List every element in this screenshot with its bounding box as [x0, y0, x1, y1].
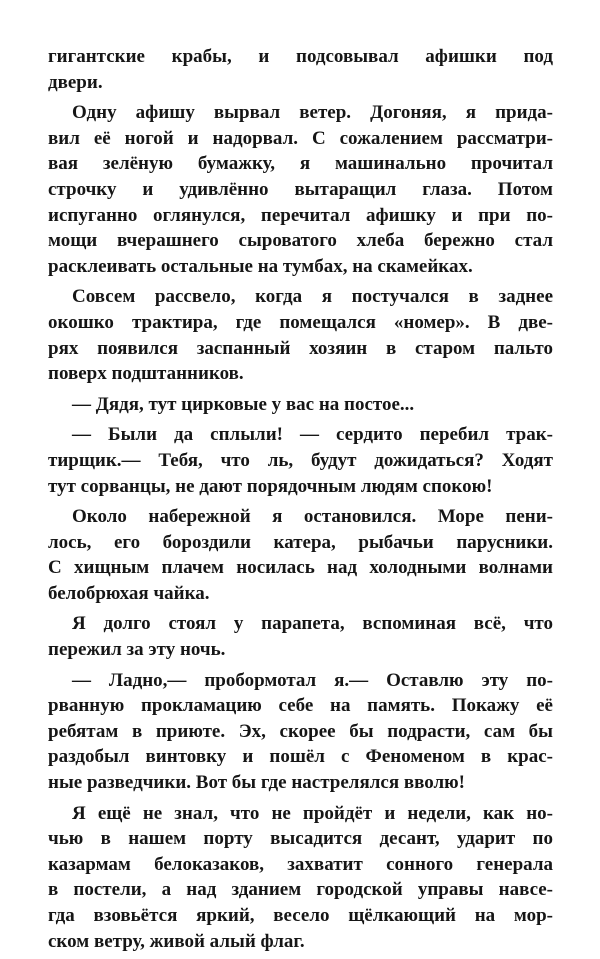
text-line: — Дядя, тут цирковые у вас на постое...: [72, 393, 415, 415]
paragraph: [48, 44, 553, 95]
text-line: Я ещё не знал, что не пройдёт и недели, как но-: [72, 802, 553, 824]
paragraph: [48, 801, 553, 955]
text-line: гда взовьётся яркий, весело щёлкающий на мор-: [48, 905, 553, 926]
text-line: мощи вчерашнего сыроватого хлеба бережно стал: [48, 230, 553, 252]
paragraph: [48, 504, 553, 606]
page-text: [48, 44, 553, 959]
text-line: двери.: [48, 71, 103, 93]
text-line: казармам белоказаков, захватит сонного генерала: [48, 853, 553, 875]
text-line: — Ладно,— пробормотал я.— Оставлю эту по-: [72, 669, 553, 691]
text-line: строчку и удивлённо вытаращил глаза. Потом: [48, 178, 553, 200]
text-line: расклеивать остальные на тумбах, на скамейках.: [48, 255, 473, 277]
text-line: испуганно оглянулся, перечитал афишку и при по-: [48, 204, 553, 226]
text-line: — Были да сплыли! — сердито перебил трак-: [72, 424, 553, 446]
text-line: С хищным плачем носилась над холодными волнами: [48, 557, 553, 579]
text-line: вил её ногой и надорвал. С сожалением рассматри-: [48, 127, 553, 149]
text-line: тут сорванцы, не дают порядочным людям спокою!: [48, 475, 493, 497]
text-line: поверх подштанников.: [48, 363, 244, 385]
text-line: ребятам в приюте. Эх, скорее бы подрасти, сам бы: [48, 720, 553, 742]
text-line: чью в нашем порту высадится десант, ударит по: [48, 828, 553, 850]
text-line: Совсем рассвело, когда я постучался в заднее: [72, 286, 553, 308]
text-line: в постели, а над зданием городской управы навсе-: [48, 879, 553, 901]
text-line: Я долго стоял у парапета, вспоминая всё, что: [72, 613, 553, 635]
text-line: раздобыл винтовку и пошёл с Феноменом в крас-: [48, 746, 553, 768]
paragraph: [48, 668, 553, 796]
text-line: ском ветру, живой алый флаг.: [48, 930, 305, 952]
text-line: рях появился заспанный хозяин в старом пальто: [48, 337, 553, 359]
text-line: Одну афишу вырвал ветер. Догоняя, я прида-: [72, 102, 553, 124]
text-line: белобрюхая чайка.: [48, 582, 210, 604]
paragraph: [48, 100, 553, 279]
text-line: Около набережной я остановился. Море пени-: [72, 506, 553, 528]
text-line: пережил за эту ночь.: [48, 639, 226, 661]
text-line: гигантские крабы, и подсовывал афишки под: [48, 46, 553, 67]
text-line: ные разведчики. Вот бы где настрелялся вволю!: [48, 772, 465, 794]
paragraph: [48, 284, 553, 386]
text-line: окошко трактира, где помещался «номер». В две-: [48, 311, 553, 333]
paragraph: [48, 611, 553, 662]
text-line: рванную прокламацию себе на память. Покажу её: [48, 695, 553, 717]
paragraph: [48, 392, 553, 418]
text-line: вая зелёную бумажку, я машинально прочитал: [48, 153, 553, 175]
paragraph: [48, 422, 553, 499]
text-line: лось, его бороздили катера, рыбачьи парусники.: [48, 531, 553, 553]
text-line: тирщик.— Тебя, что ль, будут дожидаться? Ходят: [48, 449, 553, 471]
